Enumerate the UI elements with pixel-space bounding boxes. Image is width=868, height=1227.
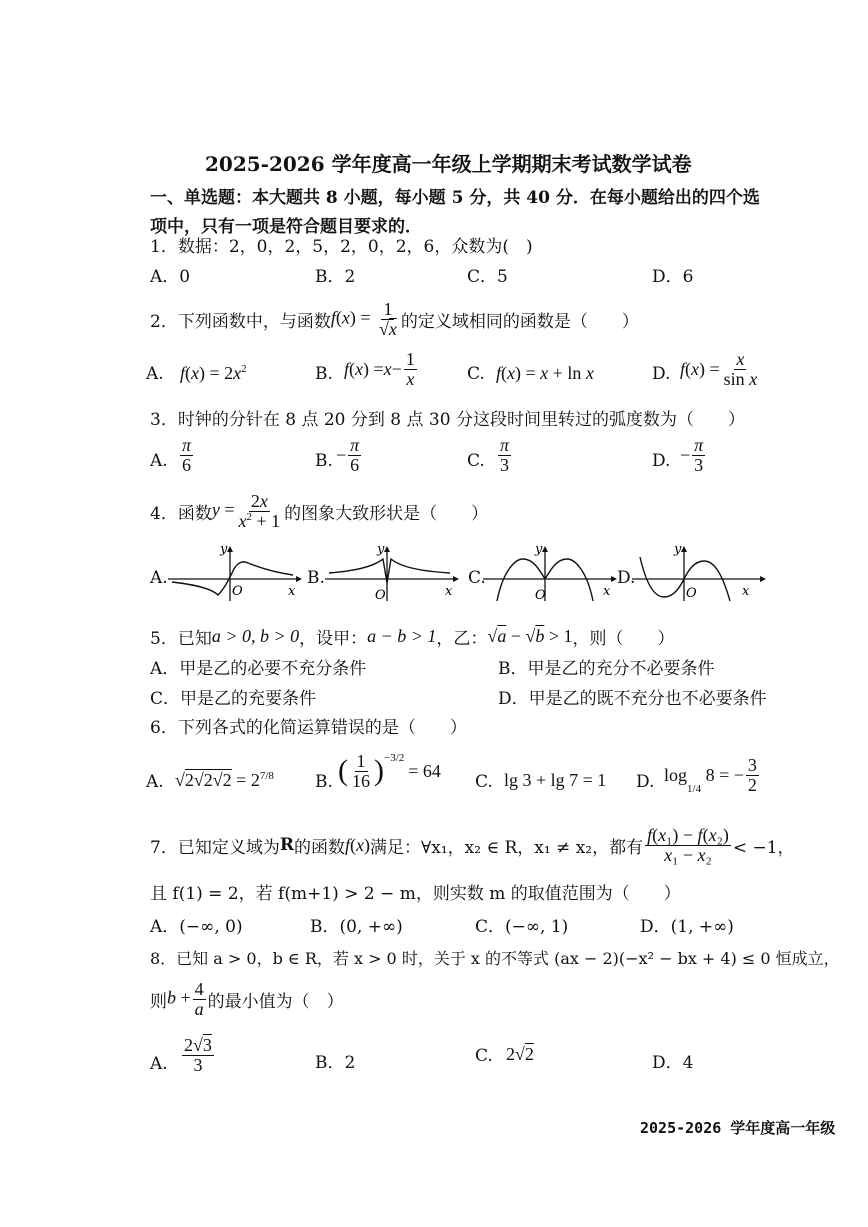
- q8-option-a-label: A.: [150, 1054, 168, 1074]
- q7-option-c: C．(−∞, 1): [475, 917, 569, 937]
- q8-option-d: D．4: [652, 1053, 694, 1073]
- q2-stem-pre: 2．下列函数中，与函数: [150, 311, 331, 332]
- q8-expression: b + $\frac{4}{a}$: [167, 979, 204, 1019]
- q1-stem: 1．数据：2，0，2，5，2，0，2，6，众数为( ): [150, 237, 533, 257]
- q4-function: y = $\frac{2x}{x^2 + 1}$: [211, 491, 281, 531]
- q6-option-d-label: D.: [636, 772, 655, 792]
- q5-condition: a > 0, b > 0: [211, 626, 300, 646]
- q2-option-d-label: D.: [652, 364, 671, 384]
- q2-option-b-label: B.: [315, 364, 333, 384]
- q7-stem-mid: 的函数: [293, 837, 345, 858]
- q4-option-d-label: D.: [617, 568, 636, 588]
- q5-stem-mid1: ，设甲：: [299, 629, 368, 649]
- x-label: x: [742, 584, 750, 599]
- x-label: x: [445, 584, 453, 599]
- q3-option-a: $\frac{\pi}{6}$: [182, 435, 192, 475]
- origin-label: O: [686, 586, 697, 601]
- origin-label: O: [375, 588, 386, 603]
- q8-option-b: B．2: [315, 1053, 356, 1073]
- section-heading: 一、单选题：本大题共 8 小题，每小题 5 分，共 40 分．在每小题给出的四个选: [150, 188, 760, 208]
- q2-option-b: f ( x ) = x − $\frac{1}{x}$: [344, 349, 415, 389]
- q3-option-d: − $\frac{\pi}{3}$: [680, 435, 704, 475]
- q1-option-c: C．5: [467, 267, 508, 287]
- y-axis-arrow: [227, 546, 233, 552]
- q3-option-b-label: B.: [315, 451, 333, 471]
- x-axis-arrow: [296, 576, 302, 582]
- q4-option-b-label: B.: [307, 568, 325, 588]
- q1-option-b: B．2: [315, 267, 356, 287]
- q7-option-b: B．(0, +∞): [310, 917, 403, 937]
- q1-option-d: D．6: [652, 267, 694, 287]
- q4-graph-b: [325, 543, 465, 603]
- q4-stem-post: 的图象大致形状是（ ）: [284, 503, 489, 524]
- q8-option-a: $\frac{2√3}{3}$: [184, 1035, 212, 1075]
- q8-line2-pre: 则: [150, 991, 167, 1012]
- q6-option-b: ( $\frac{1}{16}$ ) $^{-3/2}$ = 64: [338, 751, 441, 791]
- y-axis-arrow: [681, 546, 687, 552]
- y-axis-arrow: [542, 546, 548, 552]
- q4-option-c-label: C.: [468, 568, 486, 588]
- q5-option-c: C．甲是乙的充要条件: [150, 689, 317, 709]
- q5-stem-post: ，则（ ）: [572, 629, 675, 649]
- origin-label: O: [232, 584, 243, 599]
- q7-stem: [150, 826, 795, 865]
- page-title: 2025-2026 学年度高一年级上学期期末考试数学试卷: [205, 152, 692, 176]
- q8-option-c-label: C.: [475, 1046, 493, 1066]
- q6-option-a: $√2√2√2 = 2^{7/8}$: [175, 770, 274, 790]
- y-label: y: [377, 543, 385, 557]
- q2-option-a: $f(x) = 2x^2$: [180, 363, 247, 383]
- q6-option-c: lg 3 + lg 7 = 1: [504, 770, 607, 790]
- q5-stem-mid2: ，乙：: [436, 629, 488, 649]
- q4-graph-d: [632, 543, 772, 603]
- q3-option-b: − $\frac{\pi}{6}$: [336, 435, 360, 475]
- q5-stem: [150, 624, 675, 649]
- q4-graph-c: [483, 543, 623, 603]
- q6-option-b-result: = 64: [408, 760, 441, 781]
- x-axis-arrow: [453, 576, 459, 582]
- q5-yi: √a − √b > 1: [487, 626, 573, 646]
- q5-jia: a − b > 1: [367, 626, 437, 646]
- q7-stem-pre: 7．已知定义域为: [150, 837, 280, 858]
- q6-stem: 6．下列各式的化简运算错误的是（ ）: [150, 718, 467, 738]
- q7-domain: R: [279, 835, 294, 856]
- q4-stem: [150, 492, 488, 531]
- q6-option-c-label: C.: [475, 772, 493, 792]
- q7-stem-end: < −1，: [732, 837, 795, 858]
- q2-given-function: f(x) = $\frac{1}{√x}$: [330, 299, 397, 339]
- x-label: x: [288, 584, 296, 599]
- q5-option-b: B．甲是乙的充分不必要条件: [498, 659, 715, 679]
- q6-option-a-label: A.: [146, 772, 164, 792]
- q2-option-c-label: C.: [467, 364, 485, 384]
- y-label: y: [674, 543, 682, 557]
- q4-stem-pre: 4．函数: [150, 503, 212, 524]
- q7-stem-mid2: 满足：∀x₁，x₂ ∈ R，x₁ ≠ x₂，都有: [369, 837, 644, 858]
- q3-option-c-label: C.: [467, 451, 485, 471]
- q8-stem: 8．已知 a > 0，b ∈ R，若 x > 0 时，关于 x 的不等式 (ax − 2)(−x² − bx + 4) ≤ 0 恒成立，: [150, 949, 840, 968]
- q7-option-a: A．(−∞, 0): [150, 917, 243, 937]
- q2-stem: [150, 300, 639, 339]
- q2-stem-post: 的定义域相同的函数是（ ）: [400, 311, 639, 332]
- q8-option-c: 2√2: [506, 1044, 534, 1064]
- x-label: x: [603, 584, 611, 599]
- q2-option-d: f ( x ) = $\frac{x}{\text{sin x}}$: [680, 349, 758, 389]
- q8-line2-post: 的最小值为（ ）: [207, 991, 344, 1012]
- q5-option-d: D．甲是乙的既不充分也不必要条件: [498, 689, 767, 709]
- q2-option-c: f(x) = x + ln x: [496, 363, 594, 383]
- section-heading-cont: 项中，只有一项是符合题目要求的．: [150, 217, 422, 237]
- y-label: y: [220, 543, 228, 557]
- q1-option-a: A．0: [150, 267, 191, 287]
- q5-option-a: A．甲是乙的必要不充分条件: [150, 659, 367, 679]
- q5-stem-pre: 5．已知: [150, 629, 212, 649]
- q3-stem: 3．时钟的分针在 8 点 20 分到 8 点 30 分这段时间里转过的弧度数为（ ）: [150, 410, 745, 430]
- q3-option-a-label: A.: [150, 451, 168, 471]
- y-axis-arrow: [384, 546, 390, 552]
- q4-option-a-label: A.: [150, 568, 168, 588]
- q7-function: f(x): [344, 834, 370, 855]
- page-footer: 2025-2026 学年度高一年级: [640, 1119, 836, 1137]
- q8-line2: [150, 980, 344, 1019]
- q7-fraction: $\frac{\text{f(x₁) − f(x₂)}}{\text{x₁ − x₂}}$: [647, 825, 729, 865]
- q4-graph-a: [168, 543, 308, 603]
- q7-line2: 且 f(1) = 2，若 f(m+1) > 2 − m，则实数 m 的取值范围为（ ）: [150, 884, 681, 904]
- q6-option-d: log 1/4 8 = − $\frac{3}{2}$: [664, 755, 757, 795]
- q3-option-d-label: D.: [652, 451, 671, 471]
- x-axis-arrow: [760, 576, 766, 582]
- q2-option-a-label: A.: [146, 364, 164, 384]
- q7-option-d: D．(1, +∞): [640, 917, 734, 937]
- q6-option-b-label: B.: [315, 772, 333, 792]
- y-label: y: [535, 543, 543, 557]
- q3-option-c: $\frac{\pi}{3}$: [500, 435, 510, 475]
- origin-label: O: [535, 588, 546, 603]
